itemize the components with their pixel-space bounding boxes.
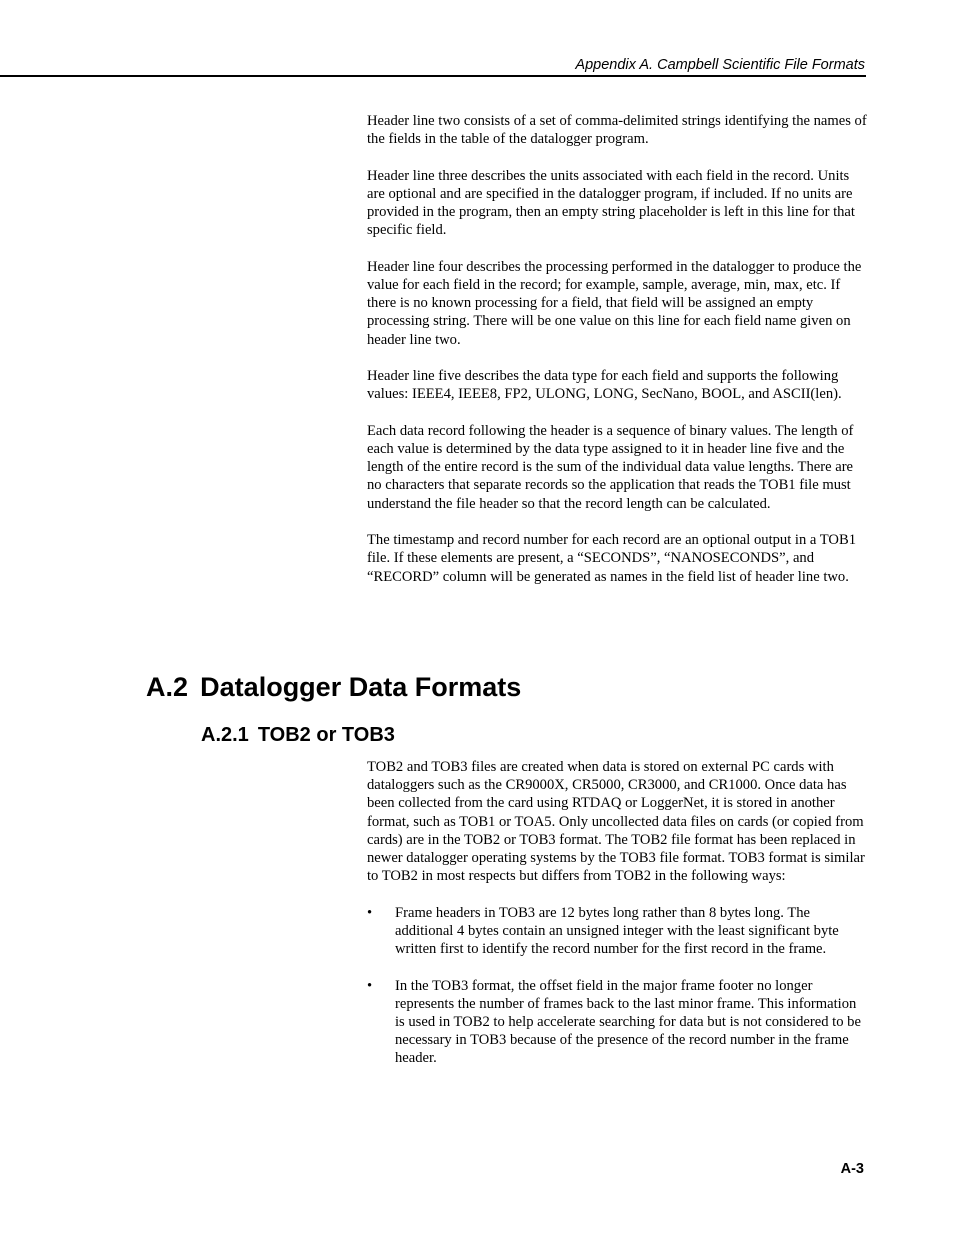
subsection-heading: [201, 723, 395, 748]
intro-text-block: [367, 112, 867, 604]
bullet-marker: •: [367, 904, 373, 921]
page-number: A-3: [840, 1161, 864, 1177]
bullet-list: [367, 904, 867, 1068]
paragraph-header-line-three: Header line three describes the units associated with each field in the record. Units are optional and are specified in the datalogger program, if included. If no units are provided in the program, then an empty string placeholder is left in this line for that specific field.: [367, 167, 855, 239]
section-heading: [146, 671, 521, 704]
section-title: Datalogger Data Formats: [200, 672, 522, 702]
paragraph-timestamp: The timestamp and record number for each record are an optional output in a TOB1 file. If these elements are present, a “SECONDS”, “NANOSECONDS”, and “RECORD” column will be generated as names in the field list of header line two.: [367, 532, 856, 585]
paragraph-header-line-two: Header line two consists of a set of comma-delimited strings identifying the names of the fields in the table of the datalogger program.: [367, 113, 867, 148]
running-header: Appendix A. Campbell Scientific File Formats: [575, 57, 865, 73]
paragraph-tob2-tob3: TOB2 and TOB3 files are created when data is stored on external PC cards with dataloggers such as the CR9000X, CR5000, CR3000, and CR1000. Once data has been collected from the card using RTDAQ or LoggerNet, it is stored in another format, such as TOB1 or TOA5. Only uncollected data files on cards (or copied from cards) are in the TOB2 or TOB3 format. The TOB2 file format has been replaced in newer datalogger operating systems by the TOB3 file format. TOB3 format is similar to TOB2 in most respects but differs from TOB2 in the following ways:: [367, 759, 865, 885]
list-item: [367, 977, 867, 1068]
subsection-number: A.2.1: [201, 724, 249, 746]
subsection-text-block: [367, 758, 867, 1086]
list-item: [367, 904, 867, 959]
paragraph-data-record: Each data record following the header is a sequence of binary values. The length of each value is determined by the data type assigned to it in header line five and the length of the entire record is the sum of the individual data value lengths. There are no characters that separate records so the application that reads the TOB1 file must understand the file header so that the record length can be calculated.: [367, 422, 854, 512]
header-rule: [0, 75, 866, 77]
bullet-marker: •: [367, 977, 373, 994]
paragraph-header-line-five: Header line five describes the data type for each field and supports the following values: IEEE4, IEEE8, FP2, ULONG, LONG, SecNano, BOOL, and ASCII(len).: [367, 368, 842, 403]
subsection-title: TOB2 or TOB3: [257, 724, 395, 746]
section-number: A.2: [146, 672, 189, 702]
bullet-text: In the TOB3 format, the offset field in the major frame footer no longer represents the number of frames back to the last minor frame. This information is used in TOB2 to help accelerate searching for data but is not considered to be necessary in TOB3 because of the presence of the record number in the frame header.: [395, 977, 861, 1067]
paragraph-header-line-four: Header line four describes the processing performed in the datalogger to produce the value for each field in the record; for example, sample, average, min, max, etc. If there is no known processing for a field, that field will be assigned an empty processing string. There will be one value on this line for each field name given on header line two.: [367, 258, 862, 348]
bullet-text: Frame headers in TOB3 are 12 bytes long rather than 8 bytes long. The additional 4 bytes contain an unsigned integer with the least significant byte written first to identify the record number for the first record in the frame.: [395, 904, 839, 958]
